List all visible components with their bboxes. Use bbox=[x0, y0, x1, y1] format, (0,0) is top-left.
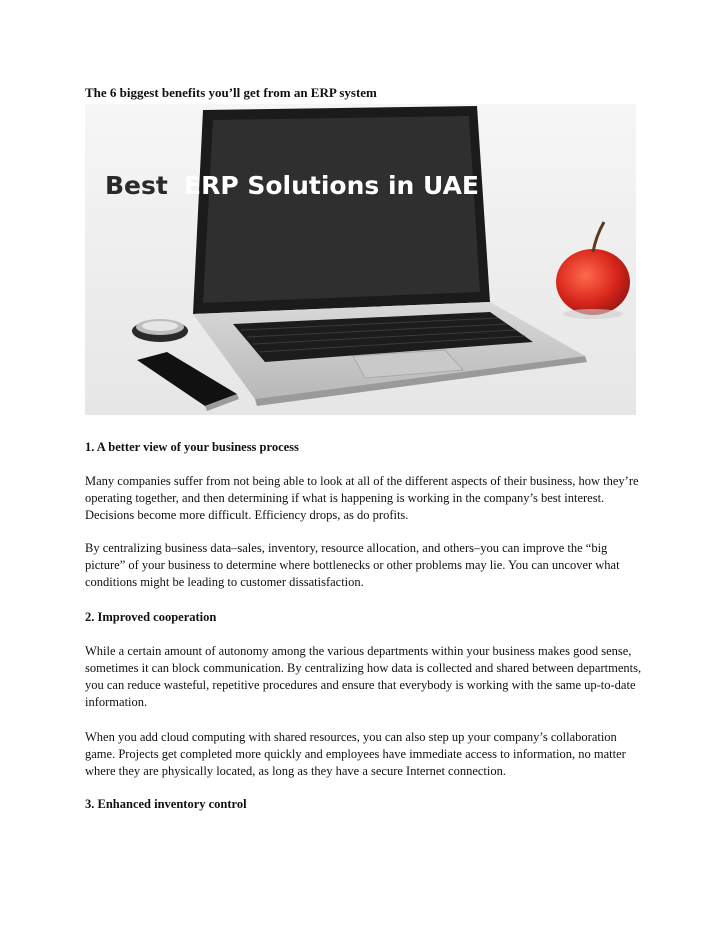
document-title: The 6 biggest benefits you’ll get from an ERP system bbox=[85, 85, 377, 100]
section-2-heading: 2. Improved cooperation bbox=[85, 610, 217, 624]
section-2-paragraph-1: While a certain amount of autonomy among the various departments within your business makes good sense, sometimes it can block communication. By centralizing how data is collected and shared between departments, you can reduce wasteful, repetitive procedures and ensure that everybody is working with the same up-to-date information. bbox=[85, 644, 642, 709]
laptop-screen bbox=[203, 116, 480, 303]
image-text-left: Best bbox=[105, 171, 168, 200]
section-3-heading: 3. Enhanced inventory control bbox=[85, 797, 247, 811]
apple bbox=[556, 249, 630, 315]
image-text-right: ERP Solutions in UAE bbox=[184, 171, 480, 200]
section-1-paragraph-2: By centralizing business data–sales, inventory, resource allocation, and others–you can improve the “big picture” of your business to determine where bottlenecks or other problems may lie. You can uncover what conditions might be leading to customer dissatisfaction. bbox=[85, 541, 620, 589]
section-1-paragraph-1: Many companies suffer from not being able to look at all of the different aspects of their business, how they’re operating together, and then determining if what is happening is working in the company’s best interest. Decisions become more difficult. Efficiency drops, as do profits. bbox=[85, 474, 639, 522]
section-2-paragraph-2: When you add cloud computing with shared resources, you can also step up your company’s collaboration game. Projects get completed more quickly and employees have immediate access to information, no matter where they are physically located, as long as they have a secure Internet connection. bbox=[85, 730, 626, 778]
section-1-heading: 1. A better view of your business process bbox=[85, 440, 299, 454]
hero-image bbox=[85, 104, 636, 415]
